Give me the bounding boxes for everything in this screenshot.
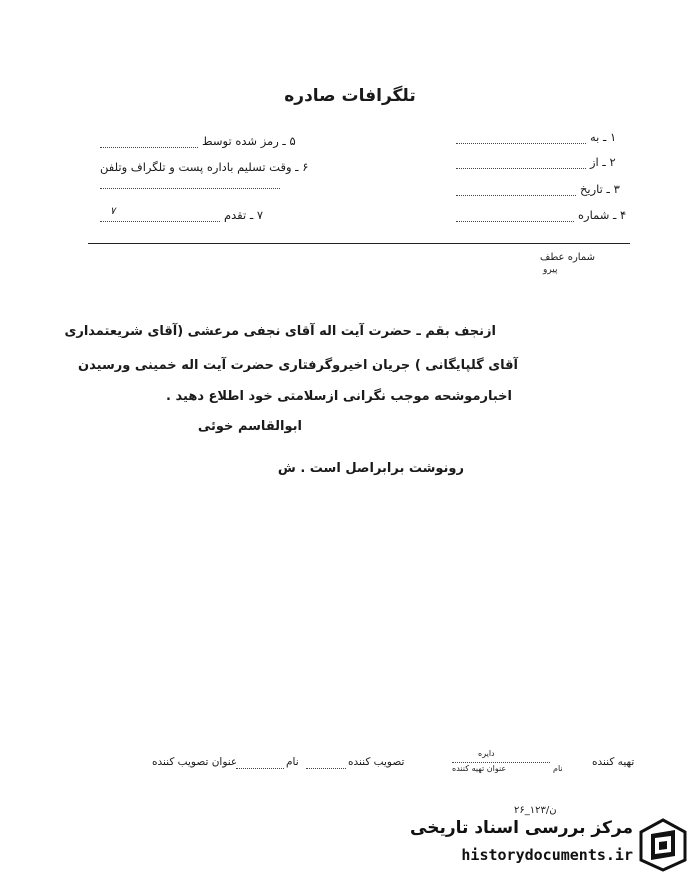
reference-number-label: شماره عطف [540, 252, 595, 263]
archive-logo-icon [637, 816, 689, 872]
watermark-title: مرکز بررسی اسناد تاریخی [410, 818, 633, 838]
document-title: تلگرافات صادره [284, 86, 416, 106]
field-priority-line [100, 213, 220, 222]
message-line-2-text: آقای گلپایگانی ) جریان اخیروگرفتاری حضرت آیت اله خمینی ورسیدن [78, 358, 518, 373]
approver-name-label: نام [286, 756, 299, 768]
field-number-label: ۴ ـ شماره [578, 208, 627, 222]
field-to [456, 130, 616, 144]
field-date-label: ۳ ـ تاریخ [580, 182, 620, 196]
field-date [456, 182, 620, 196]
document-code: ۲۶_۱۲۳/ن [514, 805, 557, 816]
field-delivery-time [100, 160, 308, 174]
field-to-label: ۱ ـ به [590, 130, 617, 144]
field-number-line [456, 213, 574, 222]
message-signature: ابوالقاسم خوئی [197, 419, 302, 434]
field-to-line [456, 135, 586, 144]
message-line-1: ازنجف بقم ـ حضرت آیت اله آقای نجفی مرعشی (آقای شریعتمداری [64, 324, 496, 339]
header-divider [88, 243, 630, 244]
message-line-2 [78, 358, 518, 373]
field-delivery-time-label: ۶ ـ وقت تسلیم باداره پست و تلگراف وتلفن [100, 160, 309, 174]
prepared-by-label: تهیه کننده [592, 756, 635, 768]
field-priority-label: ۷ ـ تقدم [224, 208, 264, 222]
reference-follow-label: پیرو [543, 265, 558, 275]
archive-watermark [410, 812, 695, 876]
preparer-title-label: عنوان تهیه کننده [452, 764, 507, 773]
field-from [456, 155, 616, 169]
field-code-via [100, 134, 296, 148]
field-from-line [456, 160, 586, 169]
copy-attestation: رونوشت برابراصل است . ش [277, 461, 464, 476]
field-code-via-label: ۵ ـ رمز شده توسط [202, 134, 296, 148]
preparer-line [452, 762, 550, 763]
field-delivery-time-line [100, 188, 280, 189]
dept-label: دایره [478, 749, 495, 758]
approver-title-label: عنوان تصویب کننده [152, 756, 238, 768]
field-number [456, 208, 626, 222]
message-line-3: اخبارموشحه موجب نگرانی ازسلامتی خود اطلاع دهید . [166, 389, 512, 404]
field-code-via-line [100, 139, 198, 148]
prepared-name-label: نام [553, 764, 563, 773]
field-priority [100, 208, 263, 222]
approver-label: تصویب کننده [348, 756, 405, 768]
field-from-label: ۲ ـ از [590, 155, 616, 169]
approver-name-line [236, 768, 284, 769]
watermark-url: historydocuments.ir [461, 846, 633, 864]
approver-line [306, 768, 346, 769]
field-date-line [456, 187, 576, 196]
field-priority-value: ۷ [110, 206, 116, 217]
